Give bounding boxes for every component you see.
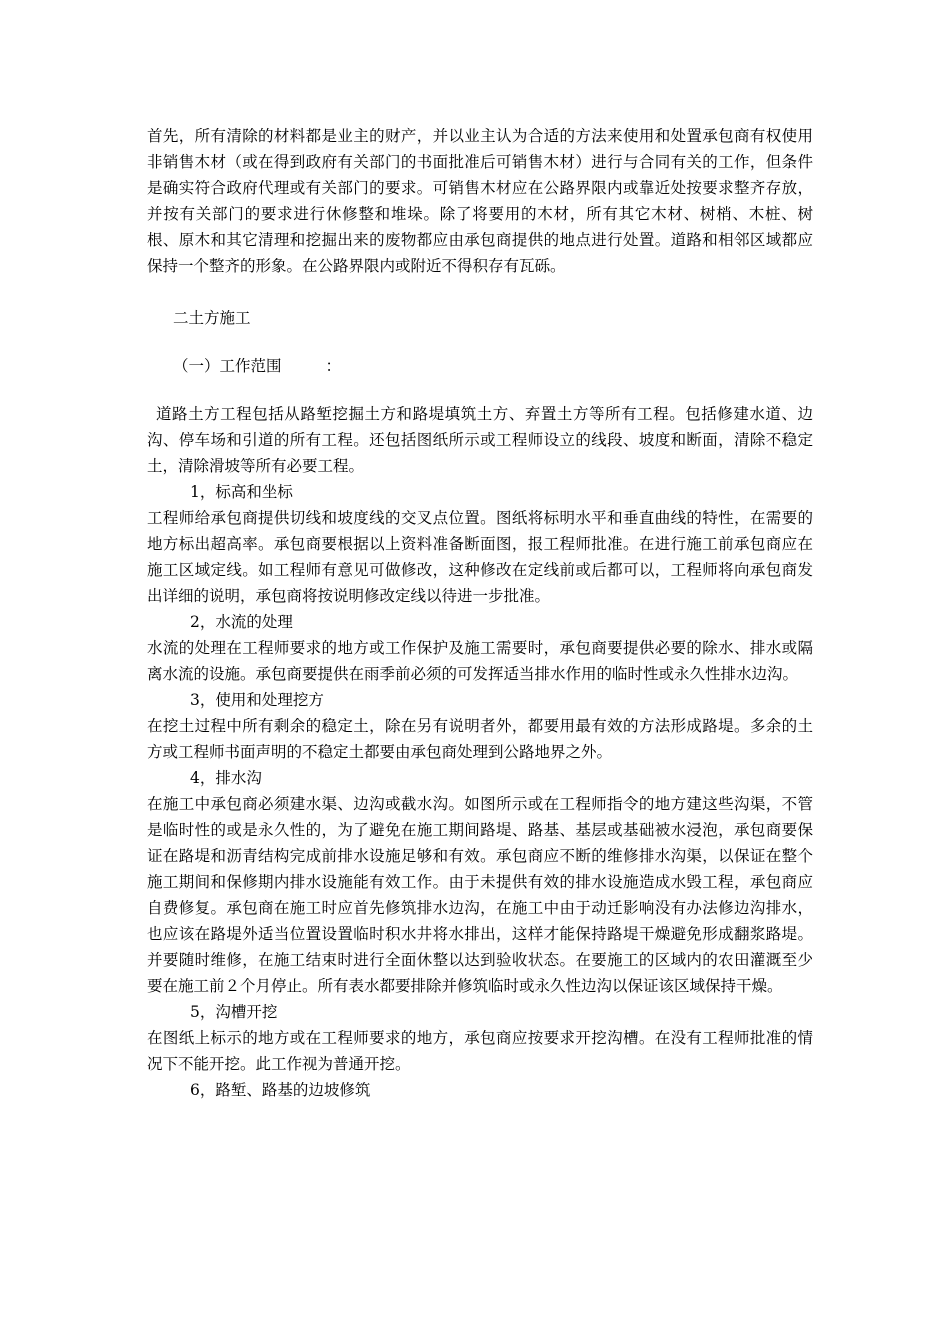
- item-body-excavation-use: 在挖土过程中所有剩余的稳定土，除在另有说明者外，都要用最有效的方法形成路堤。多余的土方或工程师书面声明的不稳定土都要由承包商处理到公路地界之外。: [147, 717, 813, 761]
- item-title-drainage: 4，排水沟: [190, 769, 262, 787]
- item-title-water-flow: 2，水流的处理: [190, 613, 293, 631]
- subsection-colon: ：: [325, 357, 342, 375]
- section-heading: 二土方施工: [173, 309, 251, 327]
- item-body-water-flow: 水流的处理在工程师要求的地方或工作保护及施工需要时，承包商要提供必要的除水、排水或隔离水流的设施。承包商要提供在雨季前必须的可发挥适当排水作用的临时性或永久性排水边沟。: [147, 639, 813, 683]
- spacer: [147, 331, 813, 353]
- scope-paragraph: 道路土方工程包括从路堑挖掘土方和路堤填筑土方、弃置土方等所有工程。包括修建水道、边沟、停车场和引道的所有工程。还包括图纸所示或工程师设立的线段、坡度和断面，清除不稳定土，清除滑坡等所有必要工程。: [147, 405, 813, 475]
- document-body: [147, 123, 813, 1103]
- item-body-elevation: 工程师给承包商提供切线和坡度线的交叉点位置。图纸将标明水平和垂直曲线的特性，在需要的地方标出超高率。承包商要根据以上资料准备断面图，报工程师批准。在进行施工前承包商应在施工区域定线。如工程师有意见可做修改，这种修改在定线前或后都可以，工程师将向承包商发出详细的说明，承包商将按说明修改定线以待进一步批准。: [147, 509, 813, 605]
- subsection-heading: [147, 353, 813, 379]
- item-title-excavation-use: 3，使用和处理挖方: [190, 691, 324, 709]
- item-body-trench: 在图纸上标示的地方或在工程师要求的地方，承包商应按要求开挖沟槽。在没有工程师批准的情况下不能开挖。此工作视为普通开挖。: [147, 1029, 813, 1073]
- item-title-slope: 6，路堑、路基的边坡修筑: [190, 1081, 371, 1099]
- intro-paragraph: 首先，所有清除的材料都是业主的财产，并以业主认为合适的方法来使用和处置承包商有权使用非销售木材（或在得到政府有关部门的书面批准后可销售木材）进行与合同有关的工作，但条件是确实符合政府代理或有关部门的要求。可销售木材应在公路界限内或靠近处按要求整齐存放，并按有关部门的要求进行休修整和堆垛。除了将要用的木材，所有其它木材、树梢、木桩、树根、原木和其它清理和挖掘出来的废物都应由承包商提供的地点进行处置。道路和相邻区域都应保持一个整齐的形象。在公路界限内或附近不得积存有瓦砾。: [147, 127, 813, 275]
- item-body-drainage: 在施工中承包商必须建水渠、边沟或截水沟。如图所示或在工程师指令的地方建这些沟渠，不管是临时性的或是永久性的，为了避免在施工期间路堤、路基、基层或基础被水浸泡，承包商要保证在路堤和沥青结构完成前排水设施足够和有效。承包商应不断的维修排水沟渠，以保证在整个施工期间和保修期内排水设施能有效工作。由于未提供有效的排水设施造成水毁工程，承包商应自费修复。承包商在施工时应首先修筑排水边沟，在施工中由于动迁影响没有办法修边沟排水，也应该在路堤外适当位置设置临时积水井将水排出，这样才能保持路堤干燥避免形成翻浆路堤。并要随时维修，在施工结束时进行全面休整以达到验收状态。在要施工的区域内的农田灌溉至少要在施工前２个月停止。所有表水都要排除并修筑临时或永久性边沟以保证该区域保持干燥。: [147, 795, 813, 995]
- item-title-elevation: 1，标高和坐标: [190, 483, 293, 501]
- subsection-title: （一）工作范围: [173, 357, 282, 375]
- item-title-trench: 5，沟槽开挖: [190, 1003, 278, 1021]
- spacer: [147, 379, 813, 401]
- spacer: [147, 279, 813, 305]
